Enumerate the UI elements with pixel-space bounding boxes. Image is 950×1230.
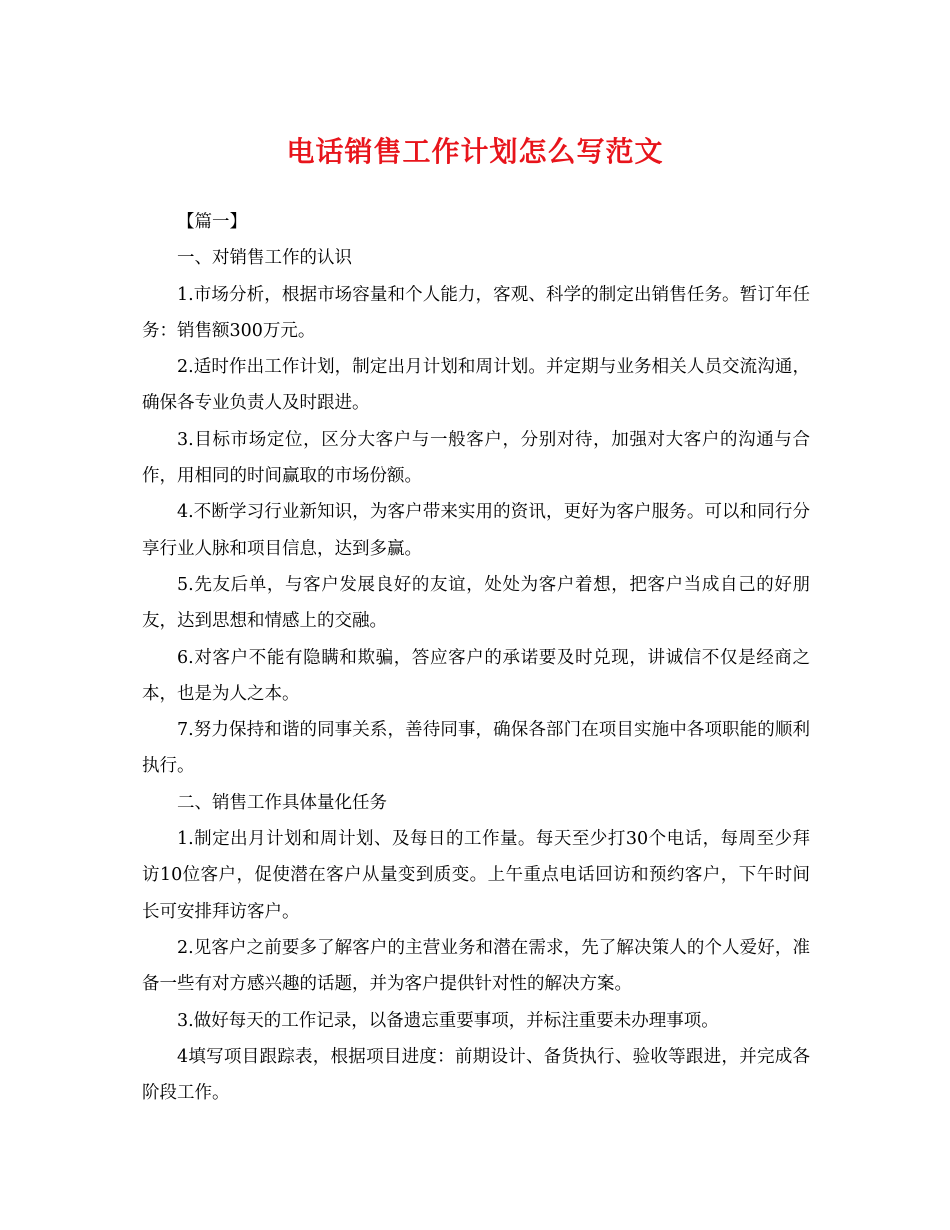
paragraph: 6.对客户不能有隐瞒和欺骗，答应客户的承诺要及时兑现，讲诚信不仅是经商之本，也是为人之本。	[142, 647, 810, 704]
paragraph: 5.先友后单，与客户发展良好的友谊，处处为客户着想，把客户当成自己的好朋友，达到思想和情感上的交融。	[142, 574, 810, 632]
section-label: 【篇一】	[177, 212, 247, 232]
paragraph: 4填写项目跟踪表，根据项目进度：前期设计、备货执行、验收等跟进，并完成各阶段工作。	[142, 1046, 810, 1104]
paragraph: 1.制定出月计划和周计划、及每日的工作量。每天至少打30个电话，每周至少拜访10位客户，促使潜在客户从量变到质变。上午重点电话回访和预约客户，下午时间长可安排拜访客户。	[142, 829, 810, 922]
document-title: 电话销售工作计划怎么写范文	[286, 135, 664, 168]
paragraph: 3.做好每天的工作记录，以备遗忘重要事项，并标注重要未办理事项。	[177, 1010, 719, 1031]
section-heading: 一、对销售工作的认识	[177, 248, 352, 269]
paragraph: 1.市场分析，根据市场容量和个人能力，客观、科学的制定出销售任务。暂订年任务：销售额300万元。	[142, 284, 810, 341]
paragraph: 3.目标市场定位，区分大客户与一般客户，分别对待，加强对大客户的沟通与合作，用相同的时间赢取的市场份额。	[142, 429, 810, 487]
paragraph: 2.适时作出工作计划，制定出月计划和周计划。并定期与业务相关人员交流沟通，确保各专业负责人及时跟进。	[142, 357, 810, 414]
document-body	[142, 204, 810, 1111]
paragraph: 7.努力保持和谐的同事关系，善待同事，确保各部门在项目实施中各项职能的顺利执行。	[142, 720, 810, 777]
paragraph: 2.见客户之前要多了解客户的主营业务和潜在需求，先了解决策人的个人爱好，准备一些有对方感兴趣的话题，并为客户提供针对性的解决方案。	[142, 937, 810, 995]
paragraph: 4.不断学习行业新知识，为客户带来实用的资讯，更好为客户服务。可以和同行分享行业人脉和项目信息，达到多赢。	[142, 502, 810, 559]
section-heading: 二、销售工作具体量化任务	[177, 792, 387, 813]
